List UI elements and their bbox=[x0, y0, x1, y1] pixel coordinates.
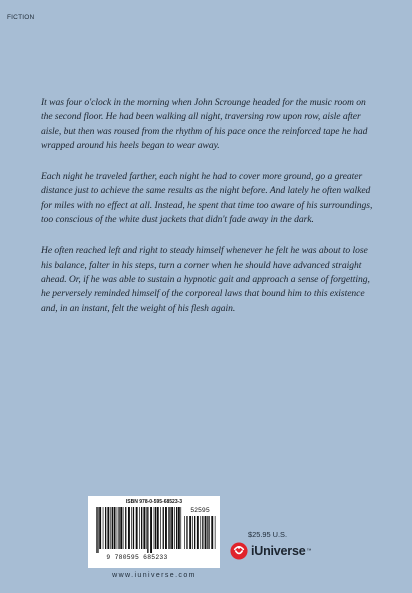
blurb-text bbox=[41, 96, 377, 333]
ean-digits: 9 780595 685233 bbox=[106, 554, 168, 561]
barcode-bars bbox=[96, 507, 182, 553]
blurb-paragraph: He often reached left and right to steady himself whenever he felt he was about to lose his balance, falter in his steps, turn a corner when he should have advanced straight ahead. Or, if he was able to sustain a hypnotic gait and approach a sense of forgetting, he perversely reminded himself of the corporeal laws that bound him to this existence and, in an instant, felt the weight of his flesh again. bbox=[41, 245, 370, 314]
addon-barcode-bars bbox=[184, 516, 216, 553]
blurb-paragraph: Each night he traveled farther, each night he had to cover more ground, go a greater distance just to achieve the same results as the night before. And lately he often walked for miles with no effect at all. Instead, he spent that time too aware of his surroundings, too conscious of the white dust jackets that didn't fade away in the dark. bbox=[41, 171, 373, 226]
price-addon-digits: 52595 bbox=[190, 507, 210, 514]
isbn-barcode bbox=[88, 496, 220, 568]
price-label: $25.95 U.S. bbox=[248, 530, 288, 539]
isbn-number: ISBN 978-0-595-68523-3 bbox=[125, 499, 183, 505]
trademark-symbol: ™ bbox=[306, 548, 312, 554]
publisher-name: iUniverse bbox=[251, 544, 306, 558]
publisher-website: www.iuniverse.com bbox=[112, 572, 196, 579]
blurb-paragraph: It was four o'clock in the morning when John Scrounge headed for the music room on the second floor. He had been walking all night, traversing row upon row, aisle after aisle, but then was roused from the rhythm of his pace once the reinforced tape he had wrapped around his heels began to wear away. bbox=[41, 97, 368, 151]
iuniverse-logo-icon bbox=[230, 542, 248, 560]
genre-label: FICTION bbox=[7, 14, 35, 21]
publisher-logo bbox=[230, 541, 311, 561]
